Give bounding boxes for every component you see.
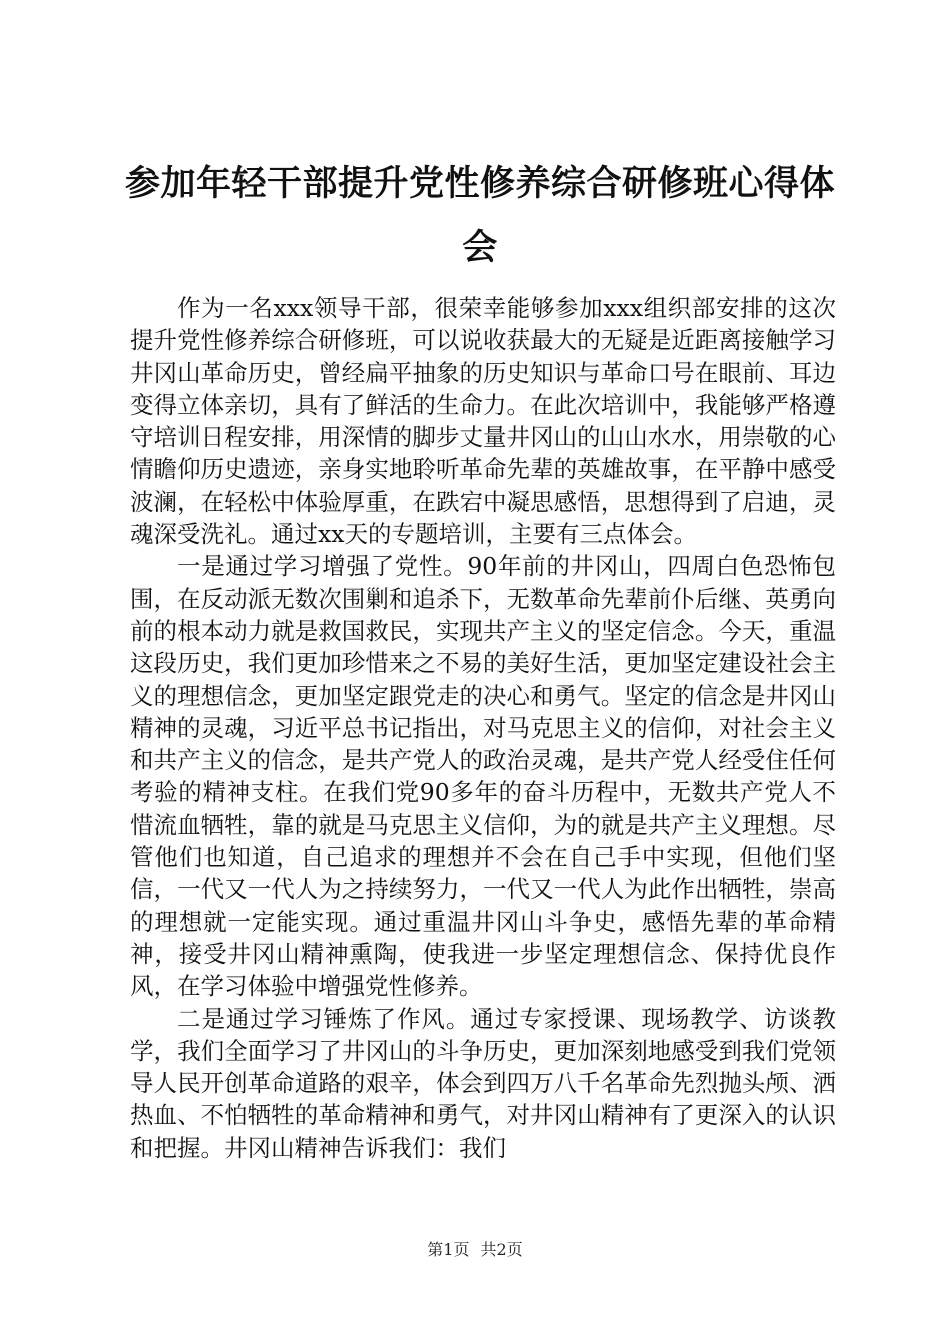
paragraph-point-two: 二是通过学习锤炼了作风。通过专家授课、现场教学、访谈教学，我们全面学习了井冈山的斗争历史，更加深刻地感受到我们党领导人民开创革命道路的艰辛，体会到四万八千名革命先烈抛头颅、洒热血、不怕牺牲的革命精神和勇气，对井冈山精神有了更深入的认识和把握。井冈山精神告诉我们：我们 — [130, 1004, 836, 1162]
page-footer — [0, 1240, 950, 1260]
document-title: 参加年轻干部提升党性修养综合研修班心得体会 — [124, 163, 835, 268]
document-body — [130, 292, 836, 1164]
page-number: 第1页 — [427, 1240, 470, 1259]
paragraph-intro: 作为一名xxx领导干部，很荣幸能够参加xxx组织部安排的这次提升党性修养综合研修班，可以说收获最大的无疑是近距离接触学习井冈山革命历史，曾经扁平抽象的历史知识与革命口号在眼前、耳边变得立体亲切，具有了鲜活的生命力。在此次培训中，我能够严格遵守培训日程安排，用深情的脚步丈量井冈山的山山水水，用崇敬的心情瞻仰历史遗迹，亲身实地聆听革命先辈的英雄故事，在平静中感受波澜，在轻松中体验厚重，在跌宕中凝思感悟，思想得到了启迪，灵魂深受洗礼。通过xx天的专题培训，主要有三点体会。 — [130, 294, 836, 549]
page-total: 共2页 — [480, 1240, 523, 1259]
paragraph-point-one: 一是通过学习增强了党性。90年前的井冈山，四周白色恐怖包围，在反动派无数次围剿和追杀下，无数革命先辈前仆后继、英勇向前的根本动力就是救国救民，实现共产主义的坚定信念。今天，重温这段历史，我们更加珍惜来之不易的美好生活，更加坚定建设社会主义的理想信念，更加坚定跟党走的决心和勇气。坚定的信念是井冈山精神的灵魂，习近平总书记指出，对马克思主义的信仰，对社会主义和共产主义的信念，是共产党人的政治灵魂，是共产党人经受住任何考验的精神支柱。在我们党90多年的奋斗历程中，无数共产党人不惜流血牺牲，靠的就是马克思主义信仰，为的就是共产主义理想。尽管他们也知道，自己追求的理想并不会在自己手中实现，但他们坚信，一代又一代人为之持续努力，一代又一代人为此作出牺牲，崇高的理想就一定能实现。通过重温井冈山斗争史，感悟先辈的革命精神，接受井冈山精神熏陶，使我进一步坚定理想信念、保持优良作风，在学习体验中增强党性修养。 — [130, 552, 836, 1001]
